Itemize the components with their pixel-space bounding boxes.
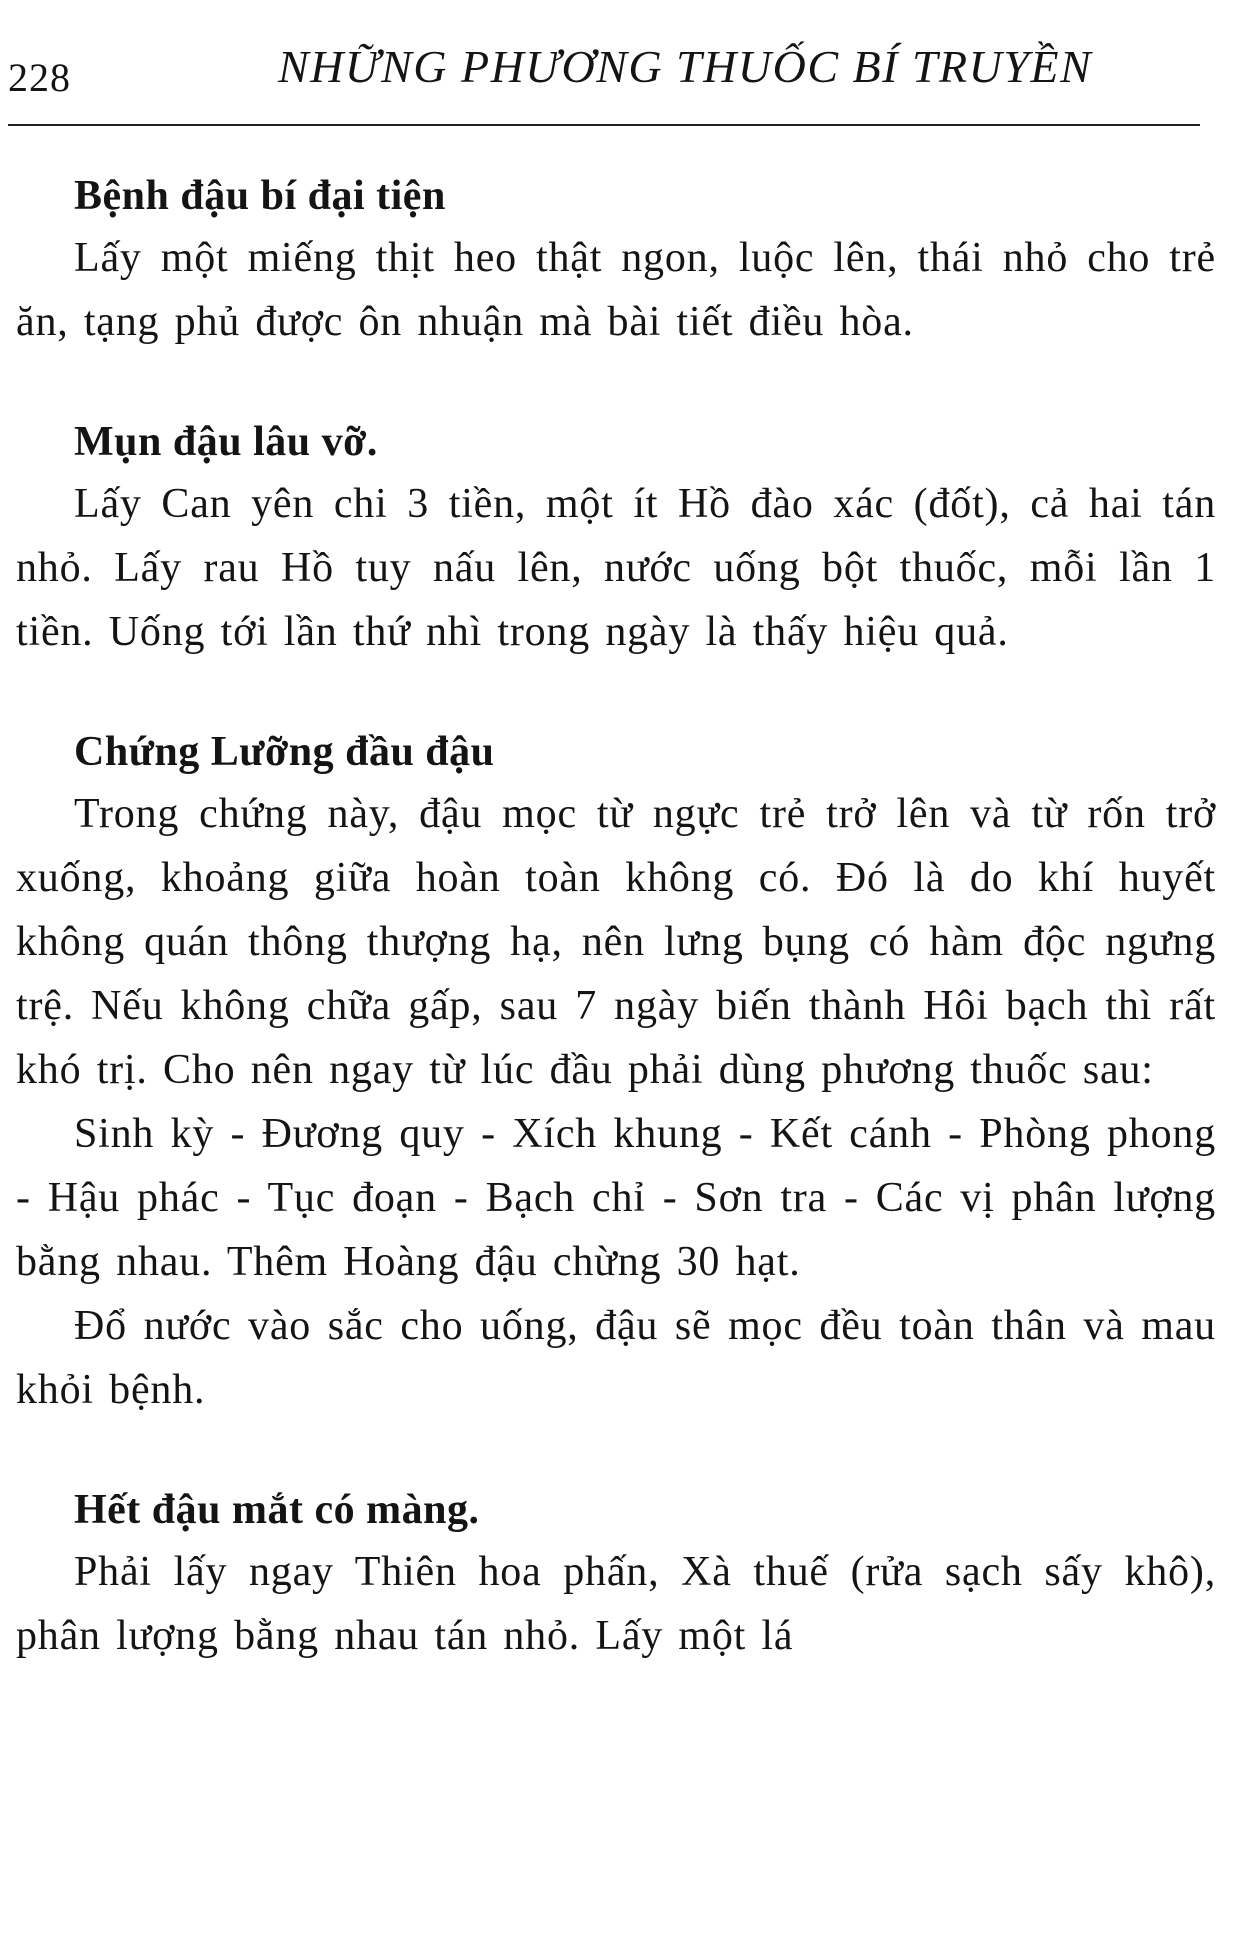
section-heading: Bệnh đậu bí đại tiện: [74, 173, 446, 219]
section-heading: Mụn đậu lâu vỡ.: [74, 419, 378, 465]
section-two-ends-pox: [16, 724, 1216, 1422]
section-paragraph: Lấy Can yên chi 3 tiền, một ít Hồ đào xác (đốt), cả hai tán nhỏ. Lấy rau Hồ tuy nấu lên, nước uống bột thuốc, mỗi lần 1 tiền. Uống tới lần thứ nhì trong ngày là thấy hiệu quả.: [16, 481, 1216, 655]
page-number: 228: [8, 55, 71, 100]
section-paragraph: Trong chứng này, đậu mọc từ ngực trẻ trở lên và từ rốn trở xuống, khoảng giữa hoàn toàn không có. Đó là do khí huyết không quán thông thượng hạ, nên lưng bụng có hàm độc ngưng trệ. Nếu không chữa gấp, sau 7 ngày biến thành Hôi bạch thì rất khó trị. Cho nên ngay từ lúc đầu phải dùng phương thuốc sau:: [16, 791, 1216, 1093]
section-paragraph: Lấy một miếng thịt heo thật ngon, luộc lên, thái nhỏ cho trẻ ăn, tạng phủ được ôn nhuận mà bài tiết điều hòa.: [16, 235, 1216, 345]
section-heading: Chứng Lưỡng đầu đậu: [74, 729, 495, 775]
section-paragraph: Phải lấy ngay Thiên hoa phấn, Xà thuế (rửa sạch sấy khô), phân lượng bằng nhau tán nhỏ. Lấy một lá: [16, 1549, 1216, 1659]
running-title: NHỮNG PHƯƠNG THUỐC BÍ TRUYỀN: [278, 41, 1093, 92]
page-content: [16, 168, 1216, 1668]
page-header: [8, 38, 1200, 110]
header-rule: [8, 124, 1200, 126]
section-paragraph: Đổ nước vào sắc cho uống, đậu sẽ mọc đều toàn thân và mau khỏi bệnh.: [16, 1303, 1216, 1413]
section-heading: Hết đậu mắt có màng.: [74, 1487, 480, 1533]
section-constipation: [16, 168, 1216, 354]
section-eye-membrane: [16, 1482, 1216, 1668]
section-paragraph-ingredients: Sinh kỳ - Đương quy - Xích khung - Kết cánh - Phòng phong - Hậu phác - Tục đoạn - Bạch chỉ - Sơn tra - Các vị phân lượng bằng nhau. Thêm Hoàng đậu chừng 30 hạt.: [16, 1111, 1216, 1285]
section-slow-rupture: [16, 414, 1216, 664]
